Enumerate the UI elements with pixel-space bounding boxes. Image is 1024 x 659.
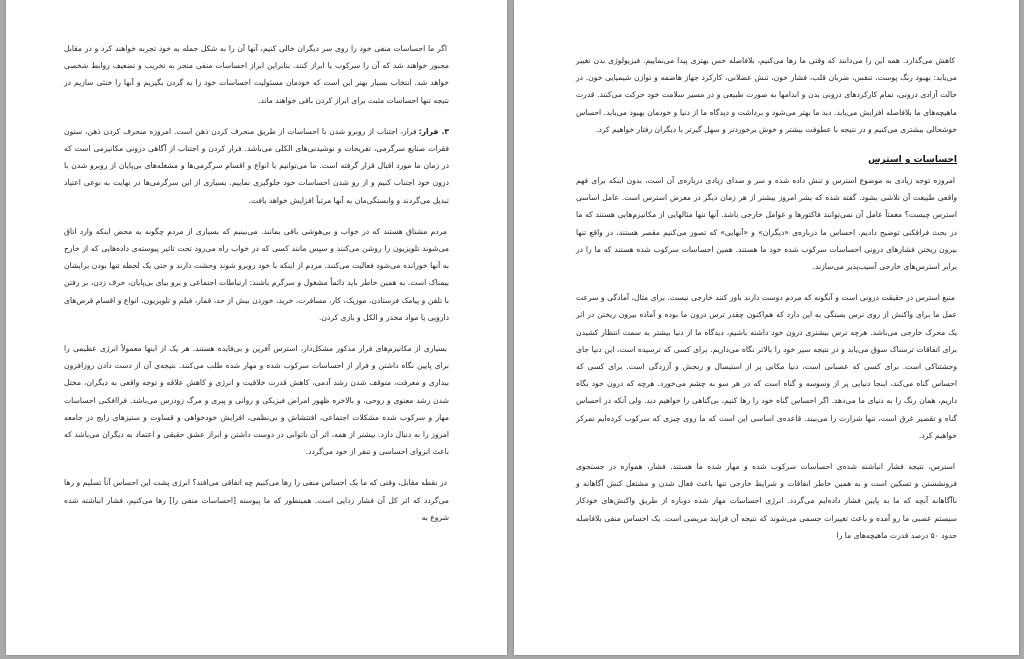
section-heading: احساسات و استرس (868, 155, 957, 166)
paragraph: در نقطه مقابل، وقتی که ما یک احساس منفی را رها می‌کنیم چه اتفاقی می‌افتد؟ انرژی پشت این احساس آناً تسلیم و رها می‌گردد که اثر کل آن فشار زدایی است. همینطور که ما پیوسته [احساسات منفی را] رها می‌کنیم، فشار انباشته شده شروع به (64, 478, 449, 522)
document-page-right (514, 0, 1019, 655)
paragraph: اگر ما احساسات منفی خود را روی سر دیگران خالی کنیم، آنها آن را به شکل حمله به خود تجربه خواهند کرد و در مقابل مجبور خواهند شد که آن را سرکوب یا ابراز کنند. بنابراین ابراز احساسات منفی منجر به تخریب و تضعیف روابط شخصی خواهد شد. انتخاب بسیار بهتر این است که خودمان مسئولیت احساسات خود را به گردن بگیریم و آنها را خنثی سازیم در نتیجه تنها احساسات مثبت برای ابراز کردن باقی خواهند ماند. (64, 44, 449, 105)
paragraph: مردم مشتاق هستند که در خواب و بی‌هوشی باقی بمانند. می‌بینیم که بسیاری از مردم چگونه به محض اینکه وارد اتاق می‌شوند تلویزیون را روشن می‌کنند و سپس مانند کسی که در خواب راه می‌رود تحت تاثیر پیوسته‌ی داده‌هایی که از خارج به آنها خورانده می‌شود فعالیت می‌کنند. مردم از اینکه با خود روبرو شوند وحشت دارند و حتی یک لحظه تنها بودن برایشان بیمناک است. به همین خاطر باید دائماً مشغول و سرگرم باشند: ارتباطات اجتماعی و برو بیای بی‌پایان، حرف زدن، بر رفتن با تلفن و پیامک فرستادن، موزیک، کار، مسافرت، خرید، خوردن بیش از حد، قمار، فیلم و تلویزیون، انواع و اقسام قرص‌های دارویی یا مواد مخدر و الکل و بازی کردن. (64, 226, 449, 322)
paragraph: کاهش می‌گذارد. همه این را می‌دانند که وقتی ما رها می‌کنیم، بلافاصله حس بهتری پیدا می‌نماییم. فیزیولوژی بدن تغییر می‌یابد: بهبود رنگ پوست، تنفس، ضربان قلب، فشار خون، تنش عضلانی، کارکرد جهاز هاضمه و توازن شیمیایی خون. در حالت آزادی درونی، تمام کارکردهای درونی بدن و اندامها به صورت طبیعی و در مسیر سلامت خود حرکت می‌کنند. قدرت ماهیچه‌های ما بلافاصله افزایش می‌یابد. دید ما بهتر می‌شود و برداشت و دیدگاه ما از دنیا و خودمان بهبود می‌یابد. احساس خوشحالی بیشتری می‌کنیم و در نتیجه با عطوفت بیشتر و خوش برخوردتر و سهل گیرتر با دیگران رفتار خواهیم کرد. (576, 56, 957, 134)
section-lead-escape: ۳. فرار: (418, 126, 449, 136)
paragraph: امروزه توجه زیادی به موضوع استرس و تنش داده شده و سر و صدای زیادی درباره‌ی آن است، بدون اینکه برای فهم واقعی طبیعت آن تلاشی بشود. گفته شده که بشر امروز بیشتر از هر زمان دیگر در معرض استرس است. عامل اساسی استرس چیست؟ معمتاً عامل آن نمی‌توانند فاکتورها و عوامل خارجی باشد. آنها تنها مثالهایی از مکانیزم‌هایی هستند که ما در بحث فرافکنی توضیح دادیم. احساس ما درباره‌ی «دیگران» و «آنهایی» که تصور می‌کنیم مقصر هستند، در واقع تنها بیرون ریختن فشارهای درونی احساسات سرکوب شده خود ما هستند. همین احساسات سرکوب شده هستند که ما را در برابر استرس‌های خارجی آسیب‌پذیر می‌سازند. (576, 176, 957, 272)
paragraph: استرس، نتیجه فشار انباشته شده‌ی احساسات سرکوب شده و مهار شده ما هستند. فشار، همواره در جستجوی فرونشستن و تسکین است و به همین خاطر اتفاقات و شرایط خارجی تنها باعث فعال شدن و مشتعل کنش آگاهانه و ناآگاهانه آنچه که ما به پایین فشار داده‌ایم می‌گردد. انرژی احساسات مهار شده دوباره از طریق واکنش‌های خودکار سیستم عصبی ما رو آمده و باعث تغییرات جسمی می‌شوند که نتیجه آن فرایند مریضی است. یک احساس منفی بلافاصله حدود ۵۰ درصد قدرت ماهیچه‌های ما را (576, 462, 957, 540)
paragraph: بسیاری از مکانیزم‌های فرار مذکور مشکل‌دار، استرس آفرین و بی‌فایده هستند. هر یک از اینها معمولاً انرژی عظیمی را برای پایین نگاه داشتن و فرار از احساسات سرکوب شده و مهار شده طلب می‌کنند. نتیجه‌ی آن از دست دادن روزافزون بیداری و معرفت، متوقف شدن رشد آدمی، کاهش قدرت خلاقیت و انرژی و کاهش علاقه و توجه واقعی به دیگران، مختل شدن رشد معنوی و روحی، و بالاخره ظهور امراض فیزیکی و روانی و پیری و مرگ زودرس می‌باشد. فراافکنی احساسات مهار و سرکوب شده مشکلات اجتماعی، افتتشاش و بی‌نظمی، افزایش خودخواهی و قساوت و ستیزهای رایج در جامعه امروز را به دنبال دارد. بیشتر از همه، اثر آن ناتوانی در دوست داشتن و ابراز عشق حقیقی و اعتماد به دیگران می‌باشد که باعث انزوای احساسی و تنفر از خود می‌گردد. (64, 344, 449, 457)
document-page-left (6, 0, 507, 655)
paragraph: ۳. فرار:فرار، اجتناب از روبرو شدن با احساسات از طریق منحرف کردن ذهن است. امروزه منحرف کردن ذهن، ستون فقرات صنایع سرگرمی، تفریحات و نوشیدنی‌های الکلی می‌باشد. فرار کردن و اجتناب از آگاهی درونی مکانیزمی است که در زمان ما مورد اقبال قرار گرفته است. ما می‌توانیم با انواع و اقسام سرگرمی‌ها و مشغله‌های بی‌پایان از روبرو شدن با درون خود اجتناب کنیم و از رو شدن احساسات خود جلوگیری نماییم. بسیاری از این سرگرمی‌ها در نهایت به نوعی اعتیاد تبدیل می‌گردند و وابستگی‌مان به آنها مرتباً افزایش خواهد یافت. (64, 126, 449, 205)
paragraph: منبع استرس در حقیقت درونی است و آنگونه که مردم دوست دارند باور کنند خارجی نیست. برای مثال، آمادگی و سرعت عمل ما برای واکنش از روی ترس بستگی به این دارد که هم‌اکنون چقدر ترس درون ما بوده و آماده بیرون ریختن در اثر یک محرک خارجی می‌باشد. هرچه ترس بیشتری درون خود داشته باشیم، دیدگاه ما از دنیا بیشتر به سمت انتظار کشیدن برای اتفاقات ترسناک سوق می‌یابد و در نتیجه سیر خود را بالاتر نگاه می‌داریم. برای کسی که ترسیده است، این دنیا جای وحشتناکی است. برای کسی که عصبانی است، دنیا مکانی پر از استیصال و رنجش و آزردگی است. برای کسی که احساس گناه می‌کند، اینجا دنیایی پر از وسوسه و گناه است که در هر سو به چشم می‌خورد. هرچه که درون خود نگاه داریم، همان رنگ را به دنیای ما می‌دهد. اگر احساس گناه خود را رها کنیم، بی‌گناهی را خواهیم دید. ولی آنکه در احساس گناه و تقصیر غرق است، تنها شرارت را می‌بیند. قاعده‌ی اساسی این است که ما روی چیزی که سرکوب کرده‌ایم تمرکز خواهیم کرد. (576, 293, 957, 440)
